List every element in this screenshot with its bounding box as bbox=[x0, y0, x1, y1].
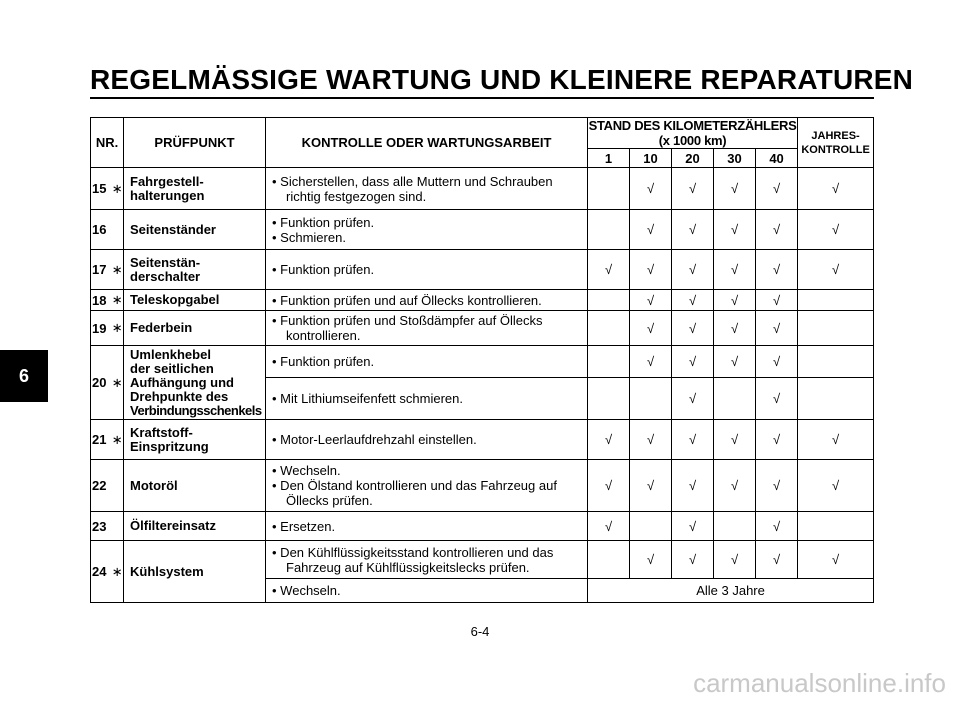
table-row bbox=[91, 346, 874, 378]
check-cell: √ bbox=[588, 460, 630, 512]
check-cell: √ bbox=[672, 311, 714, 346]
item-line: Kraftstoff- bbox=[130, 424, 193, 440]
check-cell: √ bbox=[714, 460, 756, 512]
header-jahres-line2: KONTROLLE bbox=[801, 143, 870, 156]
check-cell: √ bbox=[672, 290, 714, 311]
check-item bbox=[124, 346, 266, 420]
header-pruefpunkt: PRÜFPUNKT bbox=[124, 118, 266, 168]
check-cell bbox=[798, 290, 874, 311]
table-row bbox=[91, 210, 874, 250]
item-line: Federbein bbox=[130, 320, 193, 335]
table-row bbox=[91, 290, 874, 311]
row-number: 17 bbox=[91, 250, 112, 290]
check-cell: √ bbox=[714, 541, 756, 579]
header-km: STAND DES KILOMETERZÄHLERS (x 1000 km) bbox=[588, 118, 797, 148]
row-number: 22 bbox=[91, 460, 112, 512]
check-cell: √ bbox=[756, 168, 798, 210]
check-cell: √ bbox=[588, 512, 630, 541]
interval-note: Alle 3 Jahre bbox=[588, 579, 874, 603]
action-cell bbox=[266, 512, 588, 541]
check-cell bbox=[630, 512, 672, 541]
header-nr: NR. bbox=[91, 118, 124, 168]
check-cell: √ bbox=[714, 210, 756, 250]
action-cell bbox=[266, 311, 588, 346]
check-cell bbox=[798, 311, 874, 346]
item-line: Seitenständer bbox=[130, 221, 216, 237]
check-item bbox=[124, 210, 266, 250]
row-number: 16 bbox=[91, 210, 112, 250]
chapter-tab: 6 bbox=[0, 350, 48, 402]
check-cell: √ bbox=[798, 168, 874, 210]
action-line: • Ersetzen. bbox=[272, 518, 336, 534]
check-cell bbox=[588, 346, 630, 378]
item-line: Aufhängung und bbox=[130, 374, 234, 390]
item-line: Verbindungsschenkels bbox=[130, 402, 262, 418]
action-cell bbox=[266, 346, 588, 378]
check-item bbox=[124, 460, 266, 512]
header-kontrolle: KONTROLLE ODER WARTUNGSARBEIT bbox=[266, 118, 588, 168]
km-col-40: 40 bbox=[756, 149, 798, 168]
check-cell: √ bbox=[798, 541, 874, 579]
row-number: 19 bbox=[91, 311, 112, 346]
check-cell bbox=[588, 541, 630, 579]
check-item bbox=[124, 168, 266, 210]
action-line: • Funktion prüfen. bbox=[272, 354, 375, 369]
action-cell bbox=[266, 250, 588, 290]
asterisk-mark: ∗ bbox=[112, 250, 124, 290]
action-line: • Den Ölstand kontrollieren und das Fahrzeug auf bbox=[272, 478, 557, 493]
check-cell: √ bbox=[756, 460, 798, 512]
action-line: richtig festgezogen sind. bbox=[286, 188, 427, 204]
action-line: kontrollieren. bbox=[286, 328, 361, 343]
check-item bbox=[124, 311, 266, 346]
table-row bbox=[91, 168, 874, 210]
check-cell: √ bbox=[672, 250, 714, 290]
table-row bbox=[91, 512, 874, 541]
check-cell: √ bbox=[756, 512, 798, 541]
action-line: • Sicherstellen, dass alle Muttern und Schrauben bbox=[272, 173, 553, 189]
check-cell: √ bbox=[756, 290, 798, 311]
check-cell bbox=[798, 512, 874, 541]
check-cell: √ bbox=[756, 210, 798, 250]
check-cell: √ bbox=[672, 168, 714, 210]
action-line: Fahrzeug auf Kühlflüssigkeitslecks prüfen. bbox=[286, 559, 530, 575]
action-cell bbox=[266, 420, 588, 460]
check-cell: √ bbox=[714, 250, 756, 290]
action-cell bbox=[266, 210, 588, 250]
check-cell: √ bbox=[714, 290, 756, 311]
check-cell: √ bbox=[588, 420, 630, 460]
asterisk-mark: ∗ bbox=[112, 311, 124, 346]
item-line: Motoröl bbox=[130, 477, 178, 493]
table-row bbox=[91, 460, 874, 512]
row-number: 20 bbox=[91, 346, 112, 420]
check-cell: √ bbox=[756, 541, 798, 579]
check-cell: √ bbox=[672, 346, 714, 378]
item-line: Fahrgestell- bbox=[130, 173, 204, 189]
km-col-10: 10 bbox=[630, 149, 672, 168]
check-cell: √ bbox=[630, 210, 672, 250]
check-cell bbox=[714, 512, 756, 541]
row-number: 15 bbox=[91, 168, 112, 210]
table-row bbox=[91, 541, 874, 579]
check-cell: √ bbox=[588, 250, 630, 290]
km-col-20: 20 bbox=[672, 149, 714, 168]
check-cell bbox=[588, 311, 630, 346]
check-cell: √ bbox=[630, 168, 672, 210]
check-cell: √ bbox=[756, 346, 798, 378]
action-line: • Funktion prüfen. bbox=[272, 262, 375, 277]
check-cell bbox=[714, 378, 756, 420]
row-number: 21 bbox=[91, 420, 112, 460]
asterisk-mark bbox=[112, 210, 124, 250]
check-cell: √ bbox=[714, 311, 756, 346]
check-cell: √ bbox=[798, 460, 874, 512]
item-line: Umlenkhebel bbox=[130, 346, 211, 362]
check-cell: √ bbox=[798, 420, 874, 460]
action-line: • Mit Lithiumseifenfett schmieren. bbox=[272, 391, 463, 406]
check-cell: √ bbox=[672, 460, 714, 512]
check-item bbox=[124, 420, 266, 460]
km-col-1: 1 bbox=[588, 149, 630, 168]
watermark: carmanualsonline.info bbox=[693, 668, 946, 698]
check-cell: √ bbox=[630, 250, 672, 290]
check-item bbox=[124, 290, 266, 311]
check-cell: √ bbox=[756, 311, 798, 346]
item-line: Seitenstän- bbox=[130, 254, 201, 270]
action-line: • Motor-Leerlaufdrehzahl einstellen. bbox=[272, 432, 477, 447]
item-line: Teleskopgabel bbox=[130, 292, 220, 307]
action-line: • Wechseln. bbox=[272, 583, 341, 598]
check-cell: √ bbox=[672, 512, 714, 541]
check-cell bbox=[588, 168, 630, 210]
check-cell bbox=[588, 290, 630, 311]
check-cell bbox=[588, 210, 630, 250]
check-cell: √ bbox=[756, 378, 798, 420]
action-cell bbox=[266, 168, 588, 210]
header-jahres-line1: JAHRES- bbox=[811, 129, 860, 142]
item-line: Einspritzung bbox=[130, 438, 209, 454]
item-line: der seitlichen bbox=[130, 360, 214, 376]
asterisk-mark: ∗ bbox=[112, 541, 124, 603]
table-row bbox=[91, 311, 874, 346]
item-line: Drehpunkte des bbox=[130, 388, 229, 404]
action-cell bbox=[266, 290, 588, 311]
check-cell: √ bbox=[798, 210, 874, 250]
check-item bbox=[124, 512, 266, 541]
page-title: REGELMÄSSIGE WARTUNG UND KLEINERE REPARATUREN bbox=[90, 64, 914, 95]
table-row bbox=[91, 250, 874, 290]
table-row bbox=[91, 420, 874, 460]
check-cell: √ bbox=[756, 250, 798, 290]
check-cell bbox=[798, 346, 874, 378]
action-cell bbox=[266, 541, 588, 579]
asterisk-mark: ∗ bbox=[112, 168, 124, 210]
page-number: 6-4 bbox=[470, 624, 490, 639]
check-cell bbox=[798, 378, 874, 420]
check-cell: √ bbox=[672, 541, 714, 579]
action-cell bbox=[266, 460, 588, 512]
check-cell bbox=[630, 378, 672, 420]
action-line: • Funktion prüfen. bbox=[272, 214, 375, 230]
action-cell bbox=[266, 579, 588, 603]
title-underline bbox=[90, 97, 874, 99]
action-line: • Den Kühlflüssigkeitsstand kontrollieren und das bbox=[272, 544, 554, 560]
check-cell: √ bbox=[756, 420, 798, 460]
km-col-30: 30 bbox=[714, 149, 756, 168]
header-jahres bbox=[798, 118, 874, 168]
check-cell: √ bbox=[630, 541, 672, 579]
row-number: 18 bbox=[91, 290, 112, 311]
row-number: 23 bbox=[91, 512, 112, 541]
check-cell: √ bbox=[672, 378, 714, 420]
check-cell: √ bbox=[630, 460, 672, 512]
check-cell: √ bbox=[630, 420, 672, 460]
check-cell: √ bbox=[630, 311, 672, 346]
check-cell: √ bbox=[798, 250, 874, 290]
action-line: • Funktion prüfen und auf Öllecks kontrollieren. bbox=[272, 292, 542, 308]
check-item bbox=[124, 250, 266, 290]
action-cell bbox=[266, 378, 588, 420]
action-line: Öllecks prüfen. bbox=[286, 493, 373, 508]
asterisk-mark bbox=[112, 460, 124, 512]
action-line: • Funktion prüfen und Stoßdämpfer auf Öllecks bbox=[272, 313, 543, 328]
check-cell: √ bbox=[630, 346, 672, 378]
maintenance-table bbox=[90, 117, 874, 603]
action-line: • Schmieren. bbox=[272, 229, 346, 245]
check-cell bbox=[588, 378, 630, 420]
action-line: • Wechseln. bbox=[272, 463, 341, 478]
asterisk-mark: ∗ bbox=[112, 420, 124, 460]
row-number: 24 bbox=[91, 541, 112, 603]
asterisk-mark bbox=[112, 512, 124, 541]
check-cell: √ bbox=[714, 420, 756, 460]
asterisk-mark: ∗ bbox=[112, 346, 124, 420]
check-cell: √ bbox=[672, 210, 714, 250]
check-cell: √ bbox=[672, 420, 714, 460]
check-cell: √ bbox=[714, 168, 756, 210]
asterisk-mark: ∗ bbox=[112, 290, 124, 311]
check-item bbox=[124, 541, 266, 603]
item-line: halterungen bbox=[130, 187, 205, 203]
item-line: derschalter bbox=[130, 268, 201, 284]
item-line: Kühlsystem bbox=[130, 563, 204, 579]
item-line: Ölfiltereinsatz bbox=[130, 518, 216, 533]
check-cell: √ bbox=[630, 290, 672, 311]
check-cell: √ bbox=[714, 346, 756, 378]
